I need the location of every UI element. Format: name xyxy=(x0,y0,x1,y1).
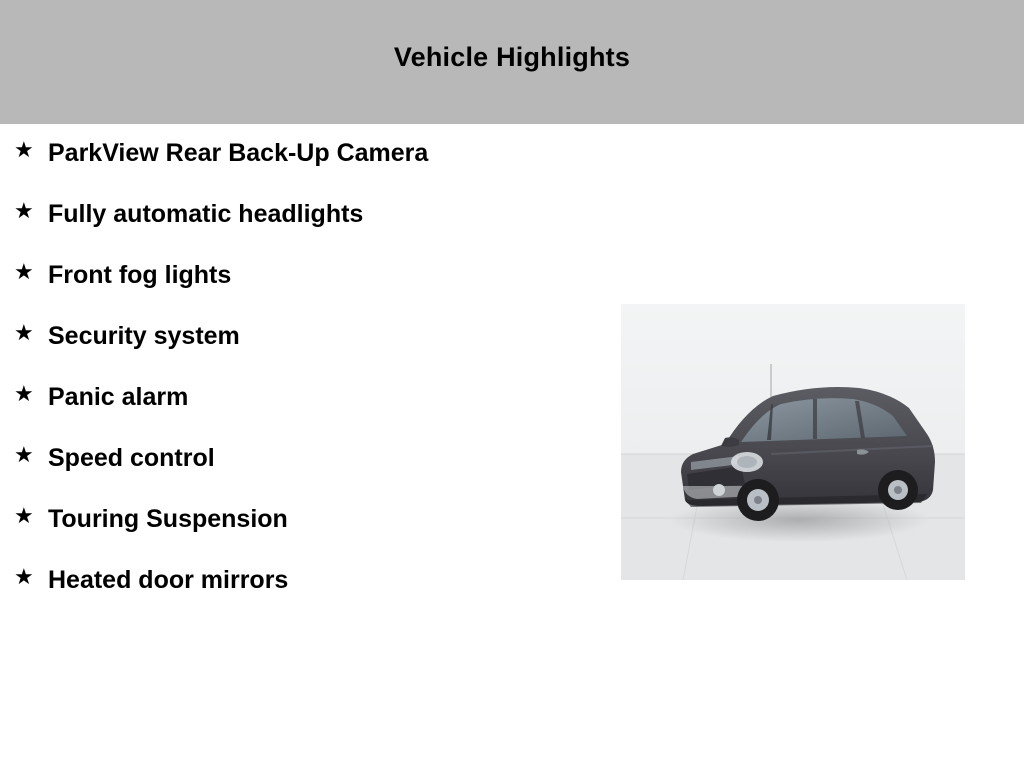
star-bullet-icon: ★ xyxy=(14,137,34,162)
list-item xyxy=(0,440,600,476)
list-item-label: Fully automatic headlights xyxy=(48,200,364,228)
list-item xyxy=(0,257,600,293)
list-item-label: Panic alarm xyxy=(48,383,189,411)
header-band xyxy=(0,0,1024,124)
list-item xyxy=(0,562,600,598)
star-bullet-icon: ★ xyxy=(14,503,34,528)
list-item-label: Front fog lights xyxy=(48,261,232,289)
list-item xyxy=(0,379,600,415)
vehicle-photo xyxy=(621,304,965,580)
list-item xyxy=(0,196,600,232)
list-item xyxy=(0,318,600,354)
list-item-label: Speed control xyxy=(48,444,215,472)
star-bullet-icon: ★ xyxy=(14,381,34,406)
vehicle-highlights-list xyxy=(0,135,600,623)
page-title: Vehicle Highlights xyxy=(393,41,631,72)
vehicle-photo-image xyxy=(621,304,965,580)
star-bullet-icon: ★ xyxy=(14,442,34,467)
star-bullet-icon: ★ xyxy=(14,320,34,345)
list-item xyxy=(0,501,600,537)
list-item-label: Heated door mirrors xyxy=(48,566,289,594)
list-item-label: ParkView Rear Back-Up Camera xyxy=(48,139,429,167)
list-item-label: Touring Suspension xyxy=(48,505,288,533)
list-item xyxy=(0,135,600,171)
list-item-label: Security system xyxy=(48,322,240,350)
star-bullet-icon: ★ xyxy=(14,259,34,284)
star-bullet-icon: ★ xyxy=(14,564,34,589)
star-bullet-icon: ★ xyxy=(14,198,34,223)
